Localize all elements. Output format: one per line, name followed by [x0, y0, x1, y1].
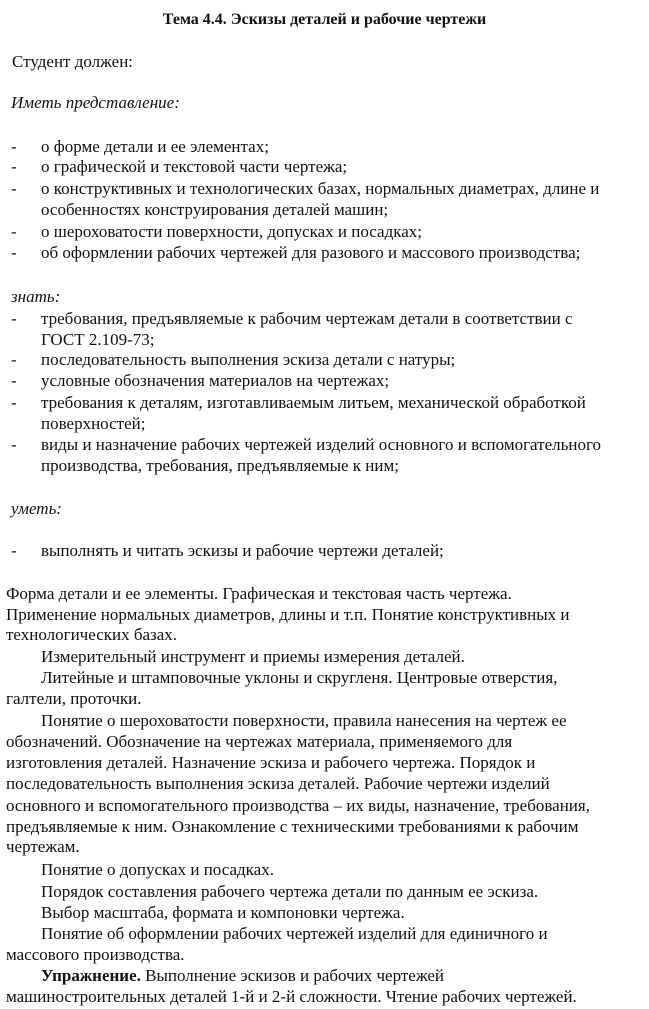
body-text-line: Форма детали и ее элементы. Графическая и текстовая часть чертежа.	[6, 584, 512, 603]
section2-item-line: требования к деталям, изготавливаемым литьем, механической обработкой	[41, 393, 586, 412]
bullet-dash: -	[11, 435, 17, 454]
bullet-dash: -	[11, 350, 17, 369]
section1-item-line: о шероховатости поверхности, допусках и посадках;	[41, 222, 423, 241]
bullet-dash: -	[11, 157, 17, 176]
section2-item-line: ГОСТ 2.109-73;	[41, 330, 155, 349]
bullet-dash: -	[11, 137, 17, 156]
section1-item-line: о конструктивных и технологических базах, нормальных диаметрах, длине и	[41, 179, 600, 198]
exercise-text: Выполнение эскизов и рабочих чертежей	[140, 966, 444, 985]
exercise-label: Упражнение.	[41, 966, 141, 985]
body-text-line: Выбор масштаба, формата и компоновки чертежа.	[41, 903, 405, 922]
section1-item-line: о форме детали и ее элементах;	[41, 137, 269, 156]
body-text-line: массового производства.	[6, 945, 185, 964]
bullet-dash: -	[11, 371, 17, 390]
bullet-dash: -	[11, 309, 17, 328]
body-text-line: Понятие о допусках и посадках.	[41, 860, 274, 879]
bullet-dash: -	[11, 222, 17, 241]
body-text-line: Порядок составления рабочего чертежа детали по данным ее эскиза.	[41, 882, 539, 901]
intro-text: Студент должен:	[12, 52, 134, 71]
section2-item-line: последовательность выполнения эскиза детали с натуры;	[41, 350, 456, 369]
section1-item-line: о графической и текстовой части чертежа;	[41, 157, 348, 176]
body-text-line: основного и вспомогательного производства – их виды, назначение, требования,	[6, 796, 590, 815]
section3-heading: уметь:	[11, 499, 62, 518]
body-text-line: чертежам.	[6, 837, 80, 856]
section3-item-line: выполнять и читать эскизы и рабочие чертежи деталей;	[41, 541, 444, 560]
bullet-dash: -	[11, 243, 17, 262]
exercise-line-2: машиностроительных деталей 1-й и 2-й сложности. Чтение рабочих чертежей.	[6, 987, 577, 1006]
body-text-line: предъявляемые к ним. Ознакомление с техническими требованиями к рабочим	[6, 817, 579, 836]
body-text-line: Литейные и штамповочные уклоны и скругленя. Центровые отверстия,	[41, 668, 558, 687]
body-text-line: Измерительный инструмент и приемы измерения деталей.	[41, 647, 465, 666]
body-text-line: изготовления деталей. Назначение эскиза и рабочего чертежа. Порядок и	[6, 753, 536, 772]
exercise-line	[41, 966, 444, 986]
section2-heading: знать:	[11, 287, 61, 306]
section1-heading: Иметь представление:	[11, 93, 180, 112]
section2-item-line: поверхностей;	[41, 414, 146, 433]
body-text-line: галтели, проточки.	[6, 689, 142, 708]
section2-item-line: виды и назначение рабочих чертежей изделий основного и вспомогательного	[41, 435, 602, 454]
bullet-dash: -	[11, 179, 17, 198]
page-title: Тема 4.4. Эскизы деталей и рабочие чертежи	[162, 11, 487, 28]
body-text-line: обозначений. Обозначение на чертежах материала, применяемого для	[6, 732, 513, 751]
body-text-line: технологических базах.	[6, 625, 178, 644]
body-text-line: Понятие об оформлении рабочих чертежей изделий для единичного и	[41, 924, 548, 943]
body-text-line: последовательность выполнения эскиза деталей. Рабочие чертежи изделий	[6, 774, 550, 793]
section1-item-line: об оформлении рабочих чертежей для разового и массового производства;	[41, 243, 581, 262]
section2-item-line: производства, требования, предъявляемые к ним;	[41, 456, 399, 475]
body-text-line: Применение нормальных диаметров, длины и т.п. Понятие конструктивных и	[6, 605, 570, 624]
section2-item-line: требования, предъявляемые к рабочим чертежам детали в соответствии с	[41, 309, 573, 328]
section2-item-line: условные обозначения материалов на чертежах;	[41, 371, 390, 390]
bullet-dash: -	[11, 393, 17, 412]
bullet-dash: -	[11, 541, 17, 560]
section1-item-line: особенностях конструирования деталей машин;	[41, 200, 389, 219]
body-text-line: Понятие о шероховатости поверхности, правила нанесения на чертеж ее	[41, 711, 567, 730]
